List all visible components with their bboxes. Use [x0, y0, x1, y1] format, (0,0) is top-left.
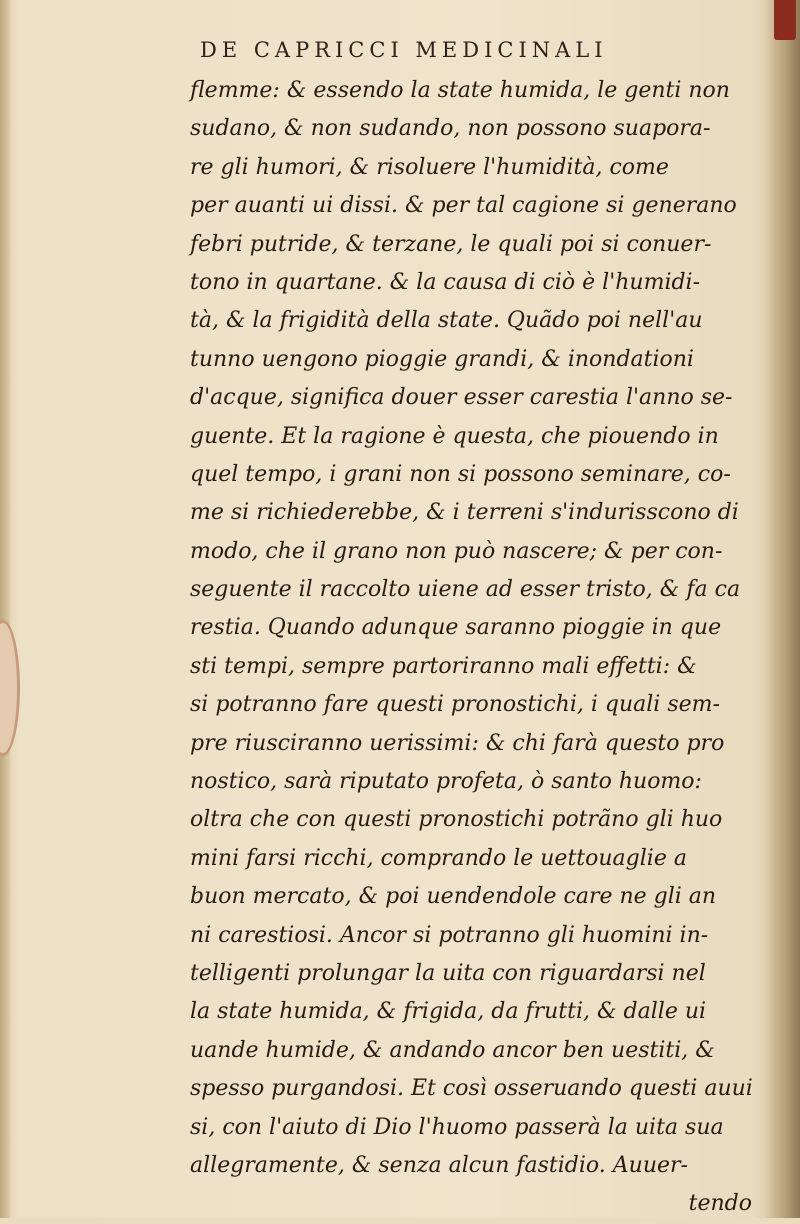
page-edge-shadow — [764, 0, 800, 1218]
body-text — [190, 72, 758, 1224]
text-line: flemme: & essendo la state humida, le genti non — [190, 78, 730, 103]
text-line: tono in quartane. & la causa di ciò è l'humidi- — [190, 269, 701, 295]
text-line: telligenti prolungar la uita con riguardarsi nel — [190, 960, 706, 986]
text-line: restia. Quando adunque saranno pioggie in que — [190, 615, 722, 641]
text-line: per auanti ui dissi. & per tal cagione si generano — [190, 193, 737, 219]
text-line: nostico, sarà riputato profeta, ò santo huomo: — [190, 769, 702, 795]
text-line: ni carestiosi. Ancor si potranno gli huomini in- — [190, 922, 709, 948]
page-gutter — [0, 0, 10, 1218]
text-line: d'acque, significa douer esser carestia l'anno se- — [190, 385, 733, 411]
text-line: mini farsi ricchi, comprando le uettouaglie a — [190, 845, 687, 871]
text-line: la state humida, & frigida, da frutti, & dalle ui — [190, 999, 707, 1025]
catchword: tendo — [688, 1191, 752, 1217]
text-line: oltra che con questi pronostichi potrãno gli huo — [190, 807, 723, 833]
text-line: sti tempi, sempre partoriranno mali effetti: & — [190, 653, 697, 679]
text-line: uande humide, & andando ancor ben uestiti, & — [190, 1037, 715, 1063]
text-line: tà, & la frigidità della state. Quãdo poi nell'au — [190, 308, 703, 334]
text-line: quel tempo, i grani non si possono seminare, co- — [190, 461, 731, 487]
text-line: pre riusciranno uerissimi: & chi farà questo pro — [190, 730, 725, 756]
text-line: modo, che il grano non può nascere; & per con- — [190, 538, 723, 564]
text-line: re gli humori, & risoluere l'humidità, come — [190, 154, 669, 180]
text-line: si, con l'aiuto di Dio l'huomo passerà la uita sua — [190, 1114, 724, 1140]
text-line: allegramente, & senza alcun fastidio. Auuer- — [190, 1152, 688, 1178]
bookmark-ribbon — [774, 0, 796, 40]
binding-mark — [0, 620, 20, 756]
text-line: guente. Et la ragione è questa, che piouendo in — [190, 423, 719, 449]
text-line: si potranno fare questi pronostichi, i quali sem- — [190, 692, 720, 718]
text-line: tunno uengono pioggie grandi, & inondationi — [190, 346, 694, 372]
text-line: spesso purgandosi. Et così osseruando questi auui — [190, 1076, 753, 1102]
text-line: seguente il raccolto uiene ad esser tristo, & fa ca — [190, 577, 741, 603]
text-line: sudano, & non sudando, non possono suapora- — [190, 116, 711, 142]
text-line: febri putride, & terzane, le quali poi si conuer- — [190, 231, 712, 257]
text-line: me si richiederebbe, & i terreni s'indurisscono di — [190, 500, 739, 526]
running-head: DE CAPRICCI MEDICINALI — [200, 38, 608, 62]
text-line: buon mercato, & poi uendendole care ne gli an — [190, 884, 717, 910]
